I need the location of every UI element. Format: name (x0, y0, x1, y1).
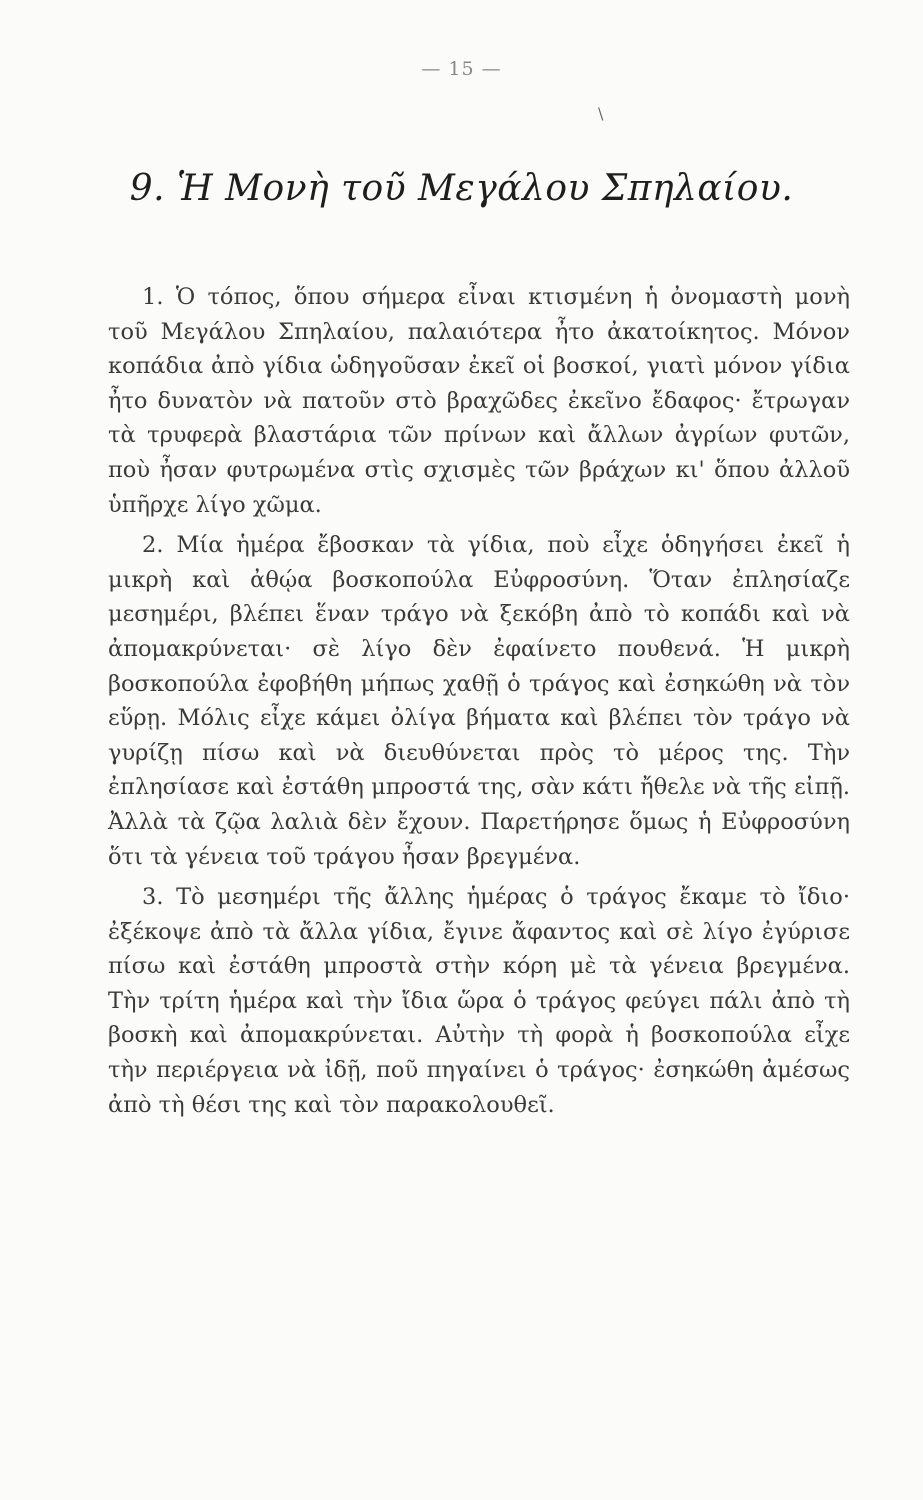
paragraph-3 (108, 880, 850, 1122)
stray-mark: \ (598, 104, 604, 123)
paragraph-text: Τὸ μεσημέρι τῆς ἄλλης ἡμέρας ὁ τράγος ἔκαμε τὸ ἴδιο· ἐξέκοψε ἀπὸ τὰ ἄλλα γίδια, ἔγινε ἄφαντος καὶ σὲ λίγο ἐγύρισε πίσω καὶ ἐστάθη μπροστὰ στὴν κόρη μὲ τὰ γένεια βρεγμένα. Τὴν τρίτη ἡμέρα καὶ τὴν ἴδια ὥρα ὁ τράγος φεύγει πάλι ἀπὸ τὴ βοσκὴ καὶ ἀπομακρύνεται. Αὐτὴν τὴ φορὰ ἡ βοσκοπούλα εἶχε τὴν περιέργεια νὰ ἰδῇ, ποῦ πηγαίνει ὁ τράγος· ἐσηκώθη ἀμέσως ἀπὸ τὴ θέσι της καὶ τὸν παρακολουθεῖ. (108, 884, 850, 1118)
paragraph-number: 2. (142, 532, 164, 559)
chapter-body (108, 280, 850, 1128)
page-number: — 15 — (421, 58, 502, 80)
paragraph-2 (108, 528, 850, 874)
paragraph-number: 1. (142, 284, 164, 310)
paragraph-text: Ὁ τόπος, ὅπου σήμερα εἶναι κτισμένη ἡ ὀνομαστὴ μονὴ τοῦ Μεγάλου Σπηλαίου, παλαιότερα ἦτο ἀκατοίκητος. Μόνον κοπάδια ἀπὸ γίδια ὡδηγοῦσαν ἐκεῖ οἱ βοσκοί, γιατὶ μόνον γίδια ἦτο δυνατὸν νὰ πατοῦν στὸ βραχῶδες ἐκεῖνο ἔδαφος· ἔτρωγαν τὰ τρυφερὰ βλαστάρια τῶν πρίνων καὶ ἄλλων ἀγρίων φυτῶν, ποὺ ἦσαν φυτρωμένα στὶς σχισμὲς τῶν βράχων κι' ὅπου ἀλλοῦ ὑπῆρχε λίγο χῶμα. (108, 284, 850, 518)
paragraph-text: Μία ἡμέρα ἔβοσκαν τὰ γίδια, ποὺ εἶχε ὁδηγήσει ἐκεῖ ἡ μικρὴ καὶ ἀθῴα βοσκοπούλα Εὐφροσύνη. Ὅταν ἐπλησίαζε μεσημέρι, βλέπει ἕναν τράγο νὰ ξεκόβη ἀπὸ τὸ κοπάδι καὶ νὰ ἀπομακρύνεται· σὲ λίγο δὲν ἐφαίνετο πουθενά. Ἡ μικρὴ βοσκοπούλα ἐφοβήθη μήπως χαθῇ ὁ τράγος καὶ ἐσηκώθη νὰ τὸν εὕρῃ. Μόλις εἶχε κάμει ὀλίγα βήματα καὶ βλέπει τὸν τράγο νὰ γυρίζῃ πίσω καὶ νὰ διευθύνεται πρὸς τὸ μέρος της. Τὴν ἐπλησίασε καὶ ἐστάθη μπροστά της, σὰν κάτι ἤθελε νὰ τῆς εἰπῇ. Ἀλλὰ τὰ ζῷα λαλιὰ δὲν ἔχουν. Παρετήρησε ὅμως ἡ Εὐφροσύνη ὅτι τὰ γένεια τοῦ τράγου ἦσαν βρεγμένα. (108, 532, 850, 870)
chapter-title: 9. Ἡ Μονὴ τοῦ Μεγάλου Σπηλαίου. (129, 168, 794, 209)
paragraph-1 (108, 280, 850, 522)
paragraph-number: 3. (142, 884, 164, 911)
